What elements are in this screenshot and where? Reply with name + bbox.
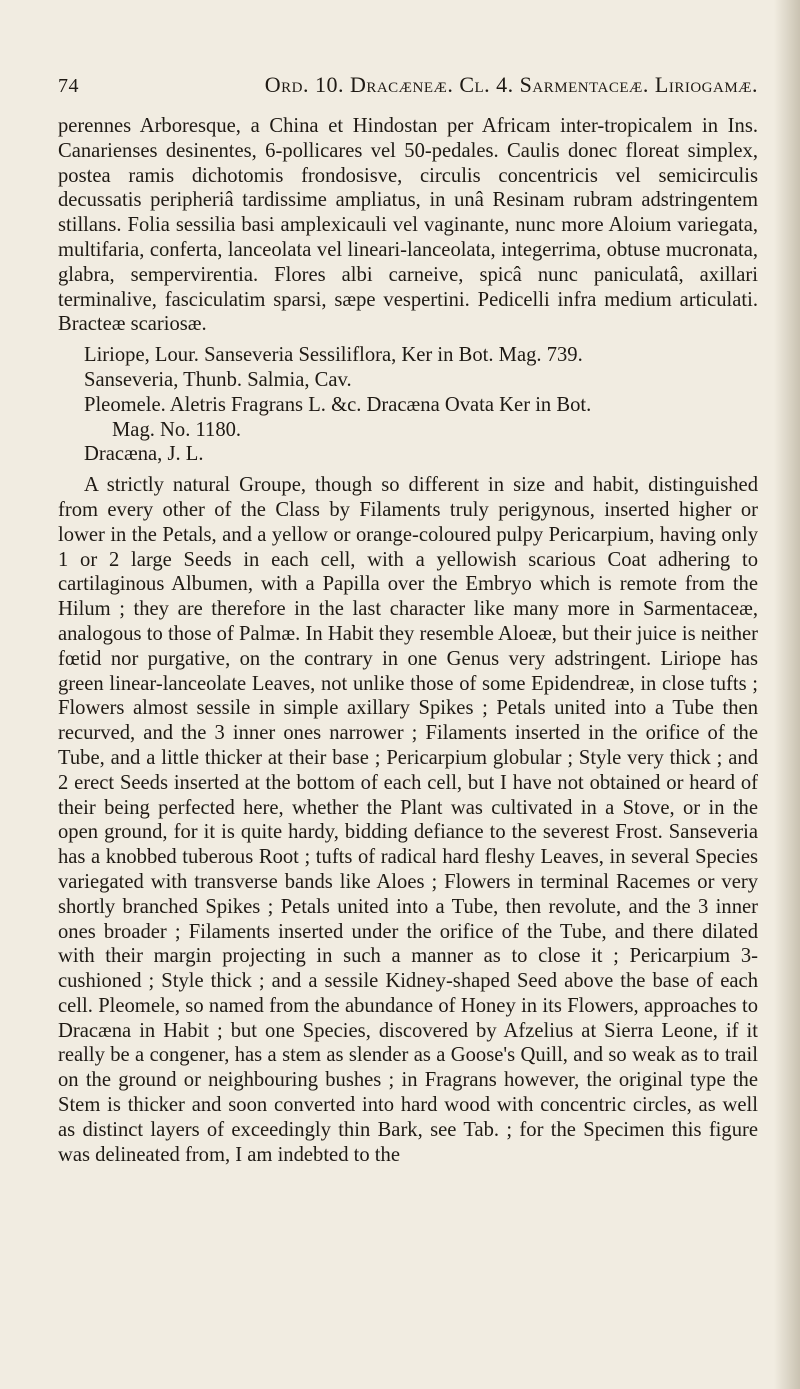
- synonym-line: Mag. No. 1180.: [112, 418, 242, 441]
- synonym-line: Dracæna, J. L.: [84, 443, 204, 466]
- page-edge-shadow: [774, 0, 800, 1389]
- page-number: 74: [58, 75, 79, 97]
- latin-description: perennes Arboresque, a China et Hindostan per Africam inter-tropicalem in Ins. Canarienses desinentes, 6-pollicares vel 50-pedales. Caulis donec floreat simplex, postea ramis dichotomis frondosisve, circulis concentricis vel semicirculis decussatis peripheriâ tardissime ampliatus, in unâ Resinam rubram adstringentem stillans. Folia sessilia basi amplexicauli vel vaginante, nunc more Aloium variegata, multifaria, conferta, lanceolata vel lineari-lanceolata, integerrima, obtuse mucronata, glabra, sempervirentia. Flores albi carneive, spicâ nunc paniculatâ, axillari terminalive, fasciculatim sparsi, sæpe vespertini. Pedicelli infra medium articulati. Bracteæ scariosæ.: [58, 115, 758, 336]
- book-page: [58, 72, 758, 1167]
- running-header: [58, 72, 758, 98]
- synonym-line: Pleomele. Aletris Fragrans L. &c. Dracæna Ovata Ker in Bot.: [84, 393, 592, 416]
- body-paragraph: A strictly natural Groupe, though so different in size and habit, distinguished from every other of the Class by Filaments truly perigynous, inserted higher or lower in the Petals, and a yellow or orange-coloured pulpy Pericarpium, having only 1 or 2 large Seeds in each cell, with a yellowish scarious Coat adhering to cartilaginous Albumen, with a Papilla over the Embryo which is remote from the Hilum ; they are therefore in the last character like many more in Sarmentaceæ, analogous to those of Palmæ. In Habit they resemble Aloeæ, but their juice is neither fœtid nor purgative, on the contrary in one Genus very adstringent. Liriope has green linear-lanceolate Leaves, not unlike those of some Epidendreæ, in close tufts ; Flowers almost sessile in simple axillary Spikes ; Petals united into a Tube then recurved, and the 3 inner ones narrower ; Filaments inserted in the orifice of the Tube, and a little thicker at their base ; Pericarpium globular ; Style very thick ; and 2 erect Seeds inserted at the bottom of each cell, but I have not obtained or heard of their being perfected here, whether the Plant was cultivated in a Stove, or in the open ground, for it is quite hardy, bidding defiance to the severest Frost. Sanseveria has a knobbed tuberous Root ; tufts of radical hard fleshy Leaves, in several Species variegated with transverse bands like Aloes ; Flowers in terminal Racemes or very shortly branched Spikes ; Petals united into a Tube, then revolute, and the 3 inner ones broader ; Filaments inserted under the orifice of the Tube, and there dilated with their margin projecting in such a manner as to close it ; Pericarpium 3-cushioned ; Style thick ; and a sessile Kidney-shaped Seed above the base of each cell. Pleomele, so named from the abundance of Honey in its Flowers, approaches to Dracæna in Habit ; but one Species, discovered by Afzelius at Sierra Leone, if it really be a congener, has a stem as slender as a Goose's Quill, and so weak as to trail on the ground or neighbouring bushes ; in Fragrans however, the original type the Stem is thicker and soon converted into hard wood with concentric circles, as well as distinct layers of exceedingly thin Bark, see Tab. ; for the Specimen this figure was delineated from, I am indebted to the: [58, 474, 758, 1166]
- synonym-list: [58, 343, 758, 467]
- synonym-line: Sanseveria, Thunb. Salmia, Cav.: [84, 368, 352, 391]
- synonym-line: Liriope, Lour. Sanseveria Sessiliflora, Ker in Bot. Mag. 739.: [84, 344, 583, 367]
- running-head: Ord. 10. Dracæneæ. Cl. 4. Sarmentaceæ. Liriogamæ.: [264, 72, 758, 97]
